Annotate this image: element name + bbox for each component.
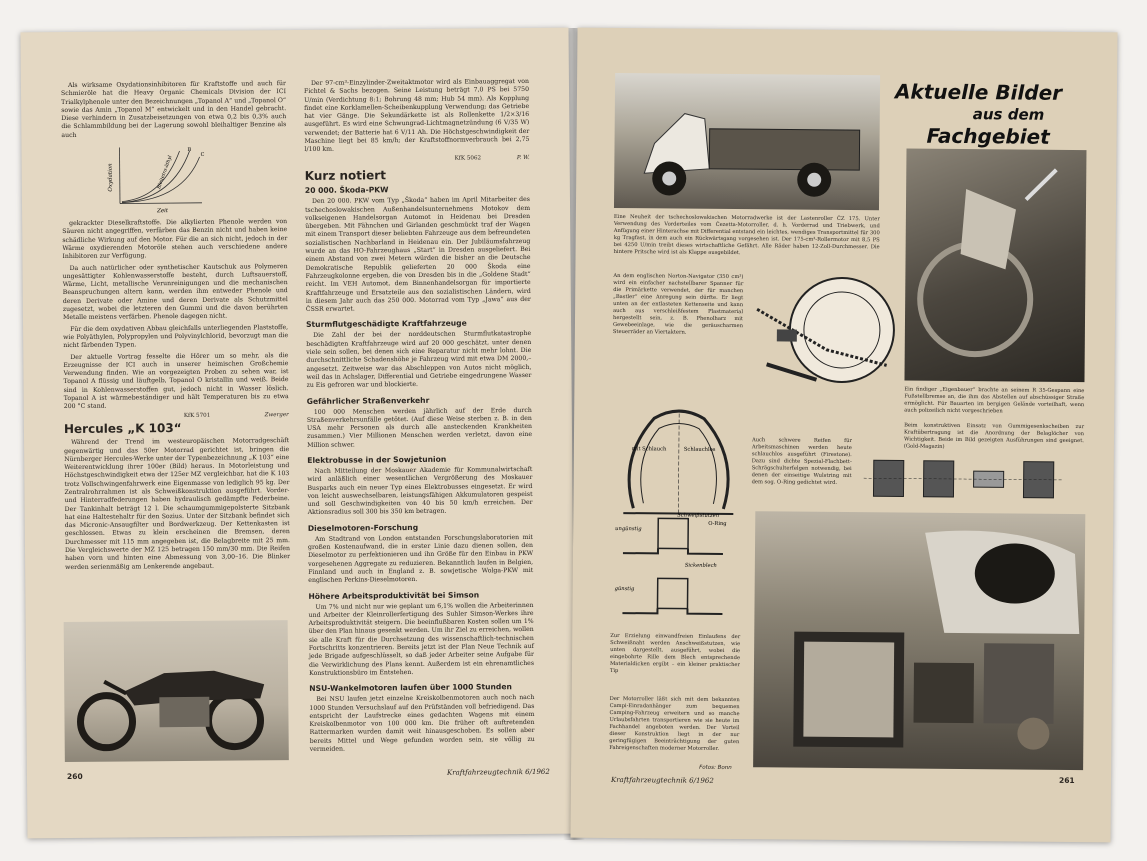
sidecar-brake-photo [904,149,1086,383]
section-text: Nach Mitteilung der Moskauer Akademie für Kommunalwirtschaft wird anläßlich einer wesentlichen Vergrößerung des Moskauer Busparks auch ein neuer Typ eines Elektrobusses eingesetzt. Er wird von leicht auswechselbaren, leistungsfähigen Akkumulatoren gespeist und soll Geschwindigkeiten von 40 bis 50 km/h erreichen. Der Aktionsradius soll 300 bis 350 km betragen. [307,465,533,517]
left-column-1 [61,80,290,575]
weld-socket-drawing [612,508,733,629]
cargo-scooter-photo [614,73,880,210]
camping-gear-icon [753,511,1085,770]
weld-label-sheet: Sickenblech [684,562,717,569]
signature-line [305,154,530,164]
section-heading: Sturmflutgeschädigte Kraftfahrzeuge [306,318,467,330]
chain-tensioner-drawing [746,269,897,400]
paragraph: Für die dem oxydativen Abbau gleichfalls unterliegenden Plaststoffe, wie Polyäthylen, Polypropylen und Polyvinylchlorid, bevorzugt man die nicht färbenden Typen. [63,323,289,350]
graph-xlabel: Zeit [157,208,169,215]
caption-weld: Zur Erzielung einwandfreien Einlaufens der Schweißnaht werden Anschweißstutzen, wie unten dargestellt, ausgeführt, wobei die eingebohrte Rille dem Blech entsprechende Materialdicken ergibt – ein kleiner praktischer Tip [609,632,741,675]
page-footer: Kraftfahrzeugtechnik 6/1962 [610,775,714,785]
section-heading: Höhere Arbeitsproduktivität bei Simson [308,589,480,601]
caption-rubber-disc: Beim konstruktiven Einsatz von Gummigesenkscheiben zur Kraftübertragung ist die Anordnung der Belaglöcher von Wichtigkeit. Beide im Bild gezeigten Ausführungen sind geeignet. (Gold-Magazin) [903,422,1085,450]
section-heading: Gefährlicher Straßenverkehr [306,395,430,406]
rubber-disc-drawing [863,450,1063,507]
motorcycle-icon [64,620,289,762]
left-page [20,28,575,839]
page-number: 261 [1058,775,1075,786]
section-heading: Elektrobusse in der Sowjetunion [307,454,447,465]
title-line-1: Aktuelle Bilder [894,79,1063,105]
oxidation-graph [101,143,222,216]
graph-mark-c: C [200,151,205,158]
author: P. W. [516,154,530,161]
paragraph: Als wirksame Oxydationsinhibitoren für Kraftstoffe und auch für Schmieröle hat die Heavy Organic Chemicals Division der ICI Trialkylphenole unter den Bezeichnungen „Topanol A“ und „Topanol O“ sowie das Amin „Topanol M“ entwickelt und in den Handel gebracht. Diese verhindern in Zusatzbeisetzungen von etwa 0,2 bis 0,3% auch die Schlammbildung bei der Lagerung sowohl bleihaltiger Benzine als auch [61,80,287,139]
section-text: Um 7% und nicht nur wie geplant um 6,1% wollen die Arbeiterinnen und Arbeiter der Kleinrollerfertigung des Suhler Simson-Werkes ihre Arbeitsproduktivität steigern. Die beeinflußbaren Kosten sollen um 1% über den Plan hinaus gesenkt werden. Um ihr Ziel zu erreichen, wollen sie alle Kraft für die Durchsetzung des wissenschaftlich-technischen Fortschritts konzentrieren. Bereits jetzt ist der Plan Neue Technik auf jede Brigade aufgeschlüsselt, so daß jeder Arbeiter seine Aufgabe für die Verwirklichung des Plans kennt. Außerdem ist ein ehrenamtliches Konstruktionsbüro im Entstehen. [308,601,535,677]
photo-credit: Fotos: Bonn [699,764,732,772]
section-heading: NSU-Wankelmotoren laufen über 1000 Stunden [309,682,512,694]
weld-label-bad: ungünstig [615,526,642,533]
page-footer: Kraftfahrzeugtechnik 6/1962 [446,767,550,777]
motorcycle-photo [64,620,289,762]
weld-label-top: Schweißstutzen [677,512,720,519]
section-text: Den 20 000. PKW vom Typ „Škoda“ haben im April Mitarbeiter des tschechoslowakischen Außenhandelsunternehmens Motokov dem volkseigenen Handelsorgan Automot in Heidenau bei Dresden übergeben. Mit Fähnchen und Girlanden geschmückt traf der Wagen mit einem Transport dieser beliebten Fahrzeuge aus dem befreundeten sozialistischen Nachbarland in Heidenau ein. Der Jubiläumsfahrzeug wurde an das HO-Fahrzeughaus „Start“ in Dresden ausgeliefert. Bei einem Abstand von zwei Metern würden die bisher an die Deutsche Demokratische Republik gelieferten 20 000 Škoda eine Fahrzeugkolonne ergeben, die von Dresden bis in die „Goldene Stadt“ reicht. Im VEH Automot, dem Binnenhandelsorgan für importierte Kraftfahrzeuge und Ersatzteile aus den sozialistischen Ländern, wird in diesem Jahr auch das 250 000. Motorrad vom Typ „Jawa“ aus der ČSSR erwartet. [305,196,531,314]
graph-ylabel: Oxydation [107,163,114,192]
caption-tire: Auch schwere Reifen für Arbeitsmaschinen werden heute schlauchlos ausgeführt (Firestone). Dazu sind dichte Spezial-Flachbett-Schrägschulterfelgen notwendig, bei denen der einseitige Wulstring mit dem sog. O-Ring gedichtet wird. [751,437,852,486]
graph-mark-b: B [187,146,192,154]
left-column-2 [304,78,535,757]
signature-line [64,411,289,421]
section-heading: 20 000. Škoda-PKW [304,185,389,196]
hercules-title: Hercules „K 103“ [63,420,182,436]
paragraph: Da auch natürlicher oder synthetischer Kautschuk aus Polymeren ungesättigter Kohlenwasserstoffe besteht, durch Luftsauerstoff, Wärme, Licht, metallische Verunreinigungen und die mechanischen Beanspruchungen altern kann, werden ihm entweder Phenole und deren Derivate oder Amine und deren Derivate als Schutzmittel zugesetzt, wobei die letzteren den Gummi und die davon berührten Metalle meistens verfärben. Phenole dagegen nicht. [62,262,288,322]
paragraph: Der aktuelle Vortrag fesselte die Hörer um so mehr, als die Erzeugnisse der ICI auch in unserer heimischen Großchemie Verwendung finden. Wie an vorgezeigten Proben zu sehen war, ist Topanol A flüssig und läuftgelb, Topanol O kristallin und weiß. Beide sind in Kohlenwasserstoffen gut, jedoch nicht in Wasser löslich. Topanol A ist wärmebeständiger und hält Temperaturen bis zu etwa 200 °C stand. [63,351,289,411]
section-heading: Dieselmotoren-Forschung [307,522,419,533]
ref-code: KfK 5701 [183,412,211,419]
section-text: Bei NSU laufen jetzt einzelne Kreiskolbenmotoren auch noch nach 1000 Stunden Versuchslauf auf den Prüfständen voll befriedigend. Das entspricht der Laufstrecke eines gedachten Wagens mit einem Kreiskolbenmotor von 100 000 km. Die früher oft auftretenden Rattermarken wurden damit weit hinausgeschoben. Es sollen aber bereits Mittel und Wege gefunden worden sein, sie völlig zu vermeiden. [309,694,535,753]
paragraph: Während der Trend im westeuropäischen Motorradgeschäft gegenwärtig und das 50er Motorrad gerichtet ist, bringen die Nürnberger Hercules-Werke unter der Typenbezeichnung „K 103“ eine Weiterentwicklung ihrer 100er (Bild) heraus. In Motorleistung und Höchstgeschwindigkeit etwa der 125er MZ vergleichbar, hat die K 103 trotz Vollschwingenfahrwerk eine Eigenmasse von lediglich 95 kg. Der Zentralrohrrahmen ist als Schweißkonstruktion ausgeführt. Vorder- und Hinterradfederungen haben hydraulisch gedämpfte Federbeine. Der Tankinhalt beträgt 12 l. Die schaumgummigepolsterte Sitzbank hat eine Haltestehaltr für den Sozius. Unter der Sitzbank befindet sich das Micronic-Ansaugfilter und Bordwerkzeug. Der Kettenkasten ist geschlossen. Etwas zu klein erscheinen die Bremsen, deren Durchmesser mit 115 mm angegeben ist, die Belagbreite mit 25 mm. Die Vergleichswerte der MZ 125 betragen 150 mm/30 mm. Die Reifen haben vorn und hinten eine Abmessung von 3,00–16. Die Blinker werden serienmäßig am Lenkerende angebaut. [64,437,291,571]
paragraph: Der 97-cm³-Einzylinder-Zweitaktmotor wird als Einbauaggregat von Fichtel & Sachs bezogen. Seine Leistung beträgt 7,0 PS bei 5750 U/min (Verdichtung 8:1; Bohrung 48 mm; Hub 54 mm). Als Kopplung findet eine Korklamellen-Scheibenkupplung Verwendung; das Getriebe hat vier Gänge. Die Sekundärkette ist als Rollenkette 1/2×3/16 ausgeführt. Es wird eine Schwungrad-Lichtmagnetzündung (6 V/35 W) verwendet; der Batterie hat 6 V/11 Ah. Die Höchstgeschwindigkeit der Maschine liegt bei 85 km/h; der Kraftstoffnormverbrauch bei 2,75 l/100 km. [303,77,530,154]
weld-label-good: günstig [614,586,635,593]
graph-curve-label: Bleitetra-äthyl [157,155,174,190]
tire-label-right: Schlauchlos [683,446,716,453]
ref-code: KfK 5062 [454,155,482,162]
paragraph: gekrackter Dieselkraftstoffe. Die alkylierten Phenole werden von Säuren nicht angegriffen, verfärben das Benzin nicht und haben keine schädliche Wirkung auf den Motor. Für die an sich nicht, jedoch in der Wärme oxydierenden Motoröle stehen auch verschiedene andere Inhibitoren zur Verfügung. [62,218,288,261]
caption-norton: An dem englischen Norton-Navigator (350 cm³) wird ein einfacher nachstellbarer Spanner für die Primärkette verwendet, der für manchen „Bastler“ eine Anregung sein dürfte. Er liegt unten an der entlasteten Kettenseite und kann auch aus verschleißfestem Plastmaterial hergestellt sein, z. B. Phenolharz mit Gewebeeinlage, wie die geräuscharmen Steuerräder an Viertaktern. [612,272,744,336]
tire-label-oring: O-Ring [708,520,727,527]
title-line-2: aus dem [972,105,1045,124]
caption-camping: Der Motorroller läßt sich mit dem bekannten Campi-Einradanhänger zum bequemen Camping-Fahrzeug erweitern und so manche Urlaubsfahrten transportieren wie sie heute im Fachhandel angeboten werden. Der Vorteil dieser Konstruktion liegt in der nur geringfügigen Beeinträchtigung der guten Fahreigenschaften moderner Motorroller. [609,695,740,752]
cargo-scooter-icon [614,73,880,210]
title-line-3: Fachgebiet [926,123,1050,149]
right-page [570,28,1117,843]
brake-mechanism-icon [904,149,1086,383]
section-text: 100 000 Menschen werden jährlich auf der Erde durch Straßenverkehrsunfälle getötet. (Auf diese Weise sterben z. B. in den USA mehr Personen als durch alle ansteckenden Krankheiten zusammen.) Vier Millionen Menschen werden verletzt, davon eine Million schwer. [306,406,533,449]
author: Zwerger [264,411,289,418]
camping-scooter-photo [753,511,1085,770]
page-number: 260 [66,771,83,782]
caption-cargo-scooter: Eine Neuheit der tschechoslowakischen Motorradwerke ist der Lastenroller ČZ 175. Unter Verwendung des Vorderteiles vom Čezetta-Motorroller, d. h. Vorderrad und Triebwerk, und Anfügung einer Hinterachse mit Differential entstand ein leichtes, wendiges Transportmittel für 300 kg Tragfast, in dem auch ein Rückwärtsgang vorgesehen ist. Der 175-cm³-Rollermotor mit 8,5 PS bei 4250 U/min treibt dieses wirtschaftliche Gefährt. Alle Räder haben 12-Zoll-Durchmesser. Die hintere Pritsche wird ist als Klappe ausgebildet. [613,213,880,257]
tire-label-left: mit Schlauch [631,446,667,453]
feature-title [895,80,1096,148]
kurz-notiert-title: Kurz notiert [304,168,386,183]
section-text: Am Stadtrand von London entstanden Forschungslaboratorien mit großen Kostenaufwand, die in erster Linie dazu dienen sollen, den Dieselmotor zu perfektionieren und ihn Größe für den Einbau in PKW vorgesehenen Aggregate zu reduzieren. Bekanntlich laufen in Belgien, Finnland und auch in England z. B. sowjetische Wolga-PKW mit englischen Perkins-Dieselmotoren. [307,533,534,585]
section-text: Die Zahl der bei der norddeutschen Sturmflutkatastrophe beschädigten Kraftfahrzeuge wird auf 20 000 geschätzt, unter denen viele sein sollen, bei denen sich eine Reparatur nicht mehr lohnt. Die durchschnittliche Schadenshöhe je Fahrzeug wird mit etwa DM 2000,– angesetzt. Zeitweise war das Abschleppen von Autos nicht möglich, weil das in Achslager, Differential und Getriebe eingedrungene Wasser zu Eis gefroren war und blockierte. [306,330,532,390]
caption-sidecar: Ein findiger „Eigenbauer“ brachte an seinem R 35-Gespann eine Fußstellbremse an, die ihm das Abstellen auf abschüssiger Straße ermöglicht. Für Bauarten im bergigen Gelände vorteilhaft, wenn auch polizeilich nicht vorgeschrieben [904,386,1085,415]
